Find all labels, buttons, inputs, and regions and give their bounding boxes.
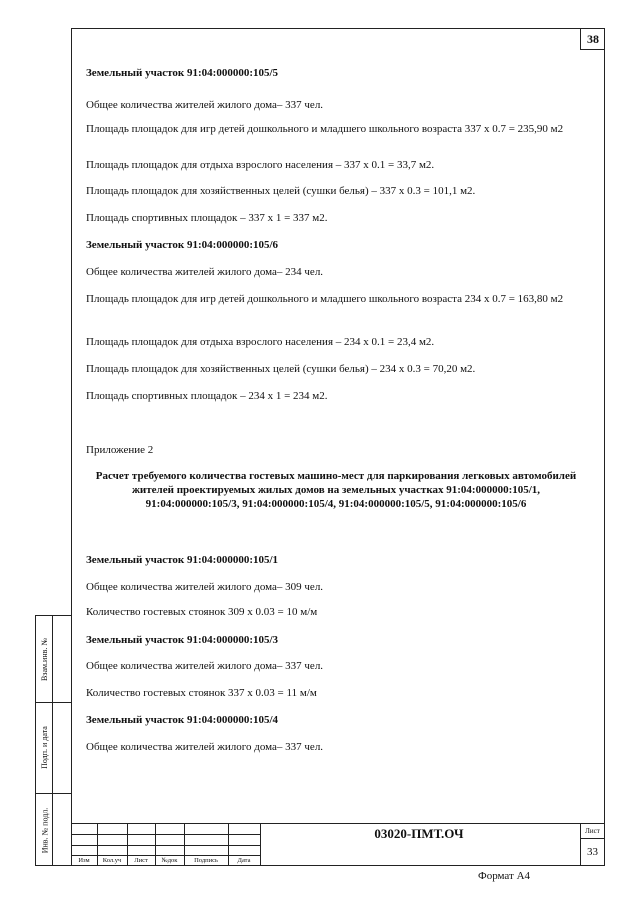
paragraph: Общее количества жителей жилого дома– 337 чел. (86, 99, 324, 111)
paragraph: Площадь площадок для хозяйственных целей (сушки белья) – 337 х 0.3 = 101,1 м2. (86, 185, 476, 197)
paragraph: Площадь спортивных площадок – 234 х 1 = 234 м2. (86, 390, 328, 402)
side-label-inv: Инв. № подл. (40, 807, 49, 853)
paragraph: Площадь спортивных площадок – 337 х 1 = 337 м2. (86, 212, 328, 224)
section-heading: Земельный участок 91:04:000000:105/3 (86, 634, 279, 646)
appendix-label: Приложение 2 (86, 444, 154, 456)
paragraph: Общее количества жителей жилого дома– 337 чел. (86, 660, 324, 672)
section-heading: Земельный участок 91:04:000000:105/1 (86, 554, 279, 566)
side-stamp (35, 615, 71, 866)
stamp-col-label: Лист (134, 857, 148, 864)
stamp-top-line (71, 823, 605, 824)
paragraph: Площадь площадок для игр детей дошкольного и младшего школьного возраста 337 х 0.7 = 235,90 м2 (86, 123, 564, 135)
section-heading: Земельный участок 91:04:000000:105/4 (86, 714, 279, 726)
paragraph: Общее количества жителей жилого дома– 234 чел. (86, 266, 324, 278)
paragraph: Площадь площадок для игр детей дошкольного и младшего школьного возраста 234 х 0.7 = 163,80 м2 (86, 293, 564, 305)
paragraph: Общее количества жителей жилого дома– 337 чел. (86, 741, 324, 753)
corner-page-number: 38 (580, 28, 605, 50)
side-label-podp: Подп. и дата (40, 726, 49, 769)
section-heading: Земельный участок 91:04:000000:105/6 (86, 239, 279, 251)
side-label-vzam: Взам.инв. № (40, 637, 49, 681)
document-code: 03020-ПМТ.ОЧ (374, 826, 464, 841)
paragraph: Общее количества жителей жилого дома– 309 чел. (86, 581, 324, 593)
paragraph: Количество гостевых стоянок 337 х 0.03 = 11 м/м (86, 687, 317, 699)
appendix-title: Расчет требуемого количества гостевых машино-мест для паркирования легковых автомобилей жителей проектируемых жилых домов на земельных участках 91:04:000000:105/1, 91:04:000000:105/3, 91:04:000000:105/4, 91:04:000000:105/5, 91:04:000000:105/6 (95, 470, 577, 510)
section-heading: Земельный участок 91:04:000000:105/5 (86, 67, 279, 79)
paragraph: Площадь площадок для хозяйственных целей (сушки белья) – 234 х 0.3 = 70,20 м2. (86, 363, 476, 375)
sheet-number: 33 (587, 846, 598, 858)
sheet-label: Лист (585, 827, 600, 835)
stamp-col-label: Подпись (194, 857, 218, 864)
paragraph: Площадь площадок для отдыха взрослого населения – 337 х 0.1 = 33,7 м2. (86, 159, 435, 171)
stamp-col-label: Изм (78, 857, 90, 864)
stamp-col-label: Дата (237, 857, 251, 864)
stamp-col-label: №док (161, 857, 178, 864)
stamp-col-label: Кол.уч (102, 857, 122, 864)
paper-format: Формат А4 (478, 870, 531, 882)
paragraph: Количество гостевых стоянок 309 х 0.03 = 10 м/м (86, 606, 318, 618)
paragraph: Площадь площадок для отдыха взрослого населения – 234 х 0.1 = 23,4 м2. (86, 336, 435, 348)
